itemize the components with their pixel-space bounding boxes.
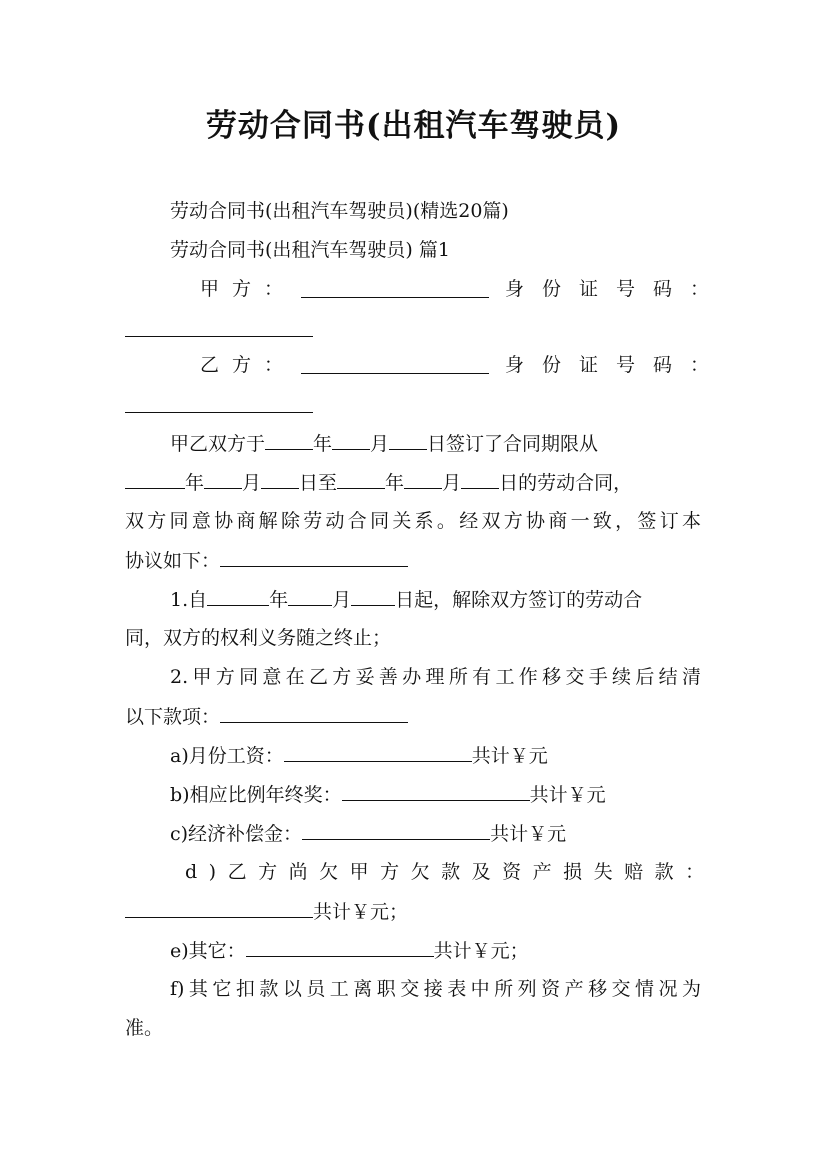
text: 共计￥元	[471, 745, 548, 767]
para1-line4	[125, 547, 701, 574]
party-b-blank	[301, 354, 489, 374]
blank	[351, 586, 395, 606]
text: 年	[385, 472, 405, 494]
blank	[246, 937, 434, 957]
blank	[389, 430, 427, 450]
blank	[125, 469, 185, 489]
blank	[125, 898, 313, 918]
text: 年	[185, 472, 205, 494]
text: 共计￥元；	[313, 901, 409, 923]
section-heading: 劳动合同书(出租汽车驾驶员) 篇1	[170, 239, 450, 261]
party-b-id-label: 身份证号码：	[505, 354, 728, 376]
text: 日签订了合同期限从	[427, 433, 599, 455]
text: 以下款项：	[125, 706, 221, 728]
party-a-label: 甲方：	[200, 278, 297, 300]
text: 共计￥元	[529, 784, 606, 806]
para1-line2	[125, 469, 701, 496]
document-title: 劳动合同书(出租汽车驾驶员)	[205, 108, 622, 144]
para1-line1	[170, 430, 701, 457]
item2-line2	[125, 703, 701, 730]
party-a-blank	[301, 278, 489, 298]
blank	[220, 547, 408, 567]
text: d)乙方尚欠甲方欠款及资产损失赔款：	[185, 861, 716, 883]
para1-line3: 双方同意协商解除劳动合同关系。经双方协商一致，签订本	[125, 510, 701, 532]
item-e	[170, 937, 701, 964]
text: e)其它：	[170, 940, 246, 962]
text: 协议如下：	[125, 550, 221, 572]
blank	[207, 586, 269, 606]
item-f-line1: f)其它扣款以员工离职交接表中所列资产移交情况为	[170, 978, 701, 1000]
blank	[204, 469, 242, 489]
item-a	[170, 742, 701, 769]
blank	[302, 820, 490, 840]
text: 1.自	[170, 589, 208, 611]
text: a)月份工资：	[170, 745, 284, 767]
text: 月	[442, 472, 462, 494]
text: 年	[269, 589, 289, 611]
text: 年	[313, 433, 333, 455]
item-b	[170, 781, 701, 808]
blank	[284, 742, 472, 762]
party-b-label: 乙方：	[200, 354, 297, 376]
text: 日的劳动合同，	[499, 472, 633, 494]
text: 共计￥元；	[433, 940, 529, 962]
blank	[332, 430, 370, 450]
subtitle: 劳动合同书(出租汽车驾驶员)(精选20篇)	[170, 200, 509, 222]
blank	[220, 703, 408, 723]
blank	[265, 430, 313, 450]
blank	[461, 469, 499, 489]
item1-line2: 同，双方的权利义务随之终止；	[125, 627, 392, 649]
text: 共计￥元	[490, 823, 567, 845]
blank	[288, 586, 332, 606]
text: 月	[242, 472, 262, 494]
text: b)相应比例年终奖：	[170, 784, 342, 806]
text: 月	[332, 589, 352, 611]
party-a-id-label: 身份证号码：	[505, 278, 728, 300]
item1-line1	[170, 586, 701, 613]
blank	[404, 469, 442, 489]
blank	[261, 469, 299, 489]
text: 甲乙双方于	[170, 433, 266, 455]
blank	[337, 469, 385, 489]
party-a-id-blank	[125, 317, 313, 337]
item-c	[170, 820, 701, 847]
party-b-id-blank	[125, 393, 313, 413]
text: 日至	[299, 472, 338, 494]
text: 月	[370, 433, 390, 455]
item-d-line2	[125, 898, 701, 925]
item-f-line2: 准。	[125, 1017, 164, 1039]
text: c)经济补偿金：	[170, 823, 303, 845]
blank	[342, 781, 530, 801]
text: 日起，解除双方签订的劳动合	[395, 589, 643, 611]
item2-line1: 2.甲方同意在乙方妥善办理所有工作移交手续后结清	[170, 666, 701, 688]
